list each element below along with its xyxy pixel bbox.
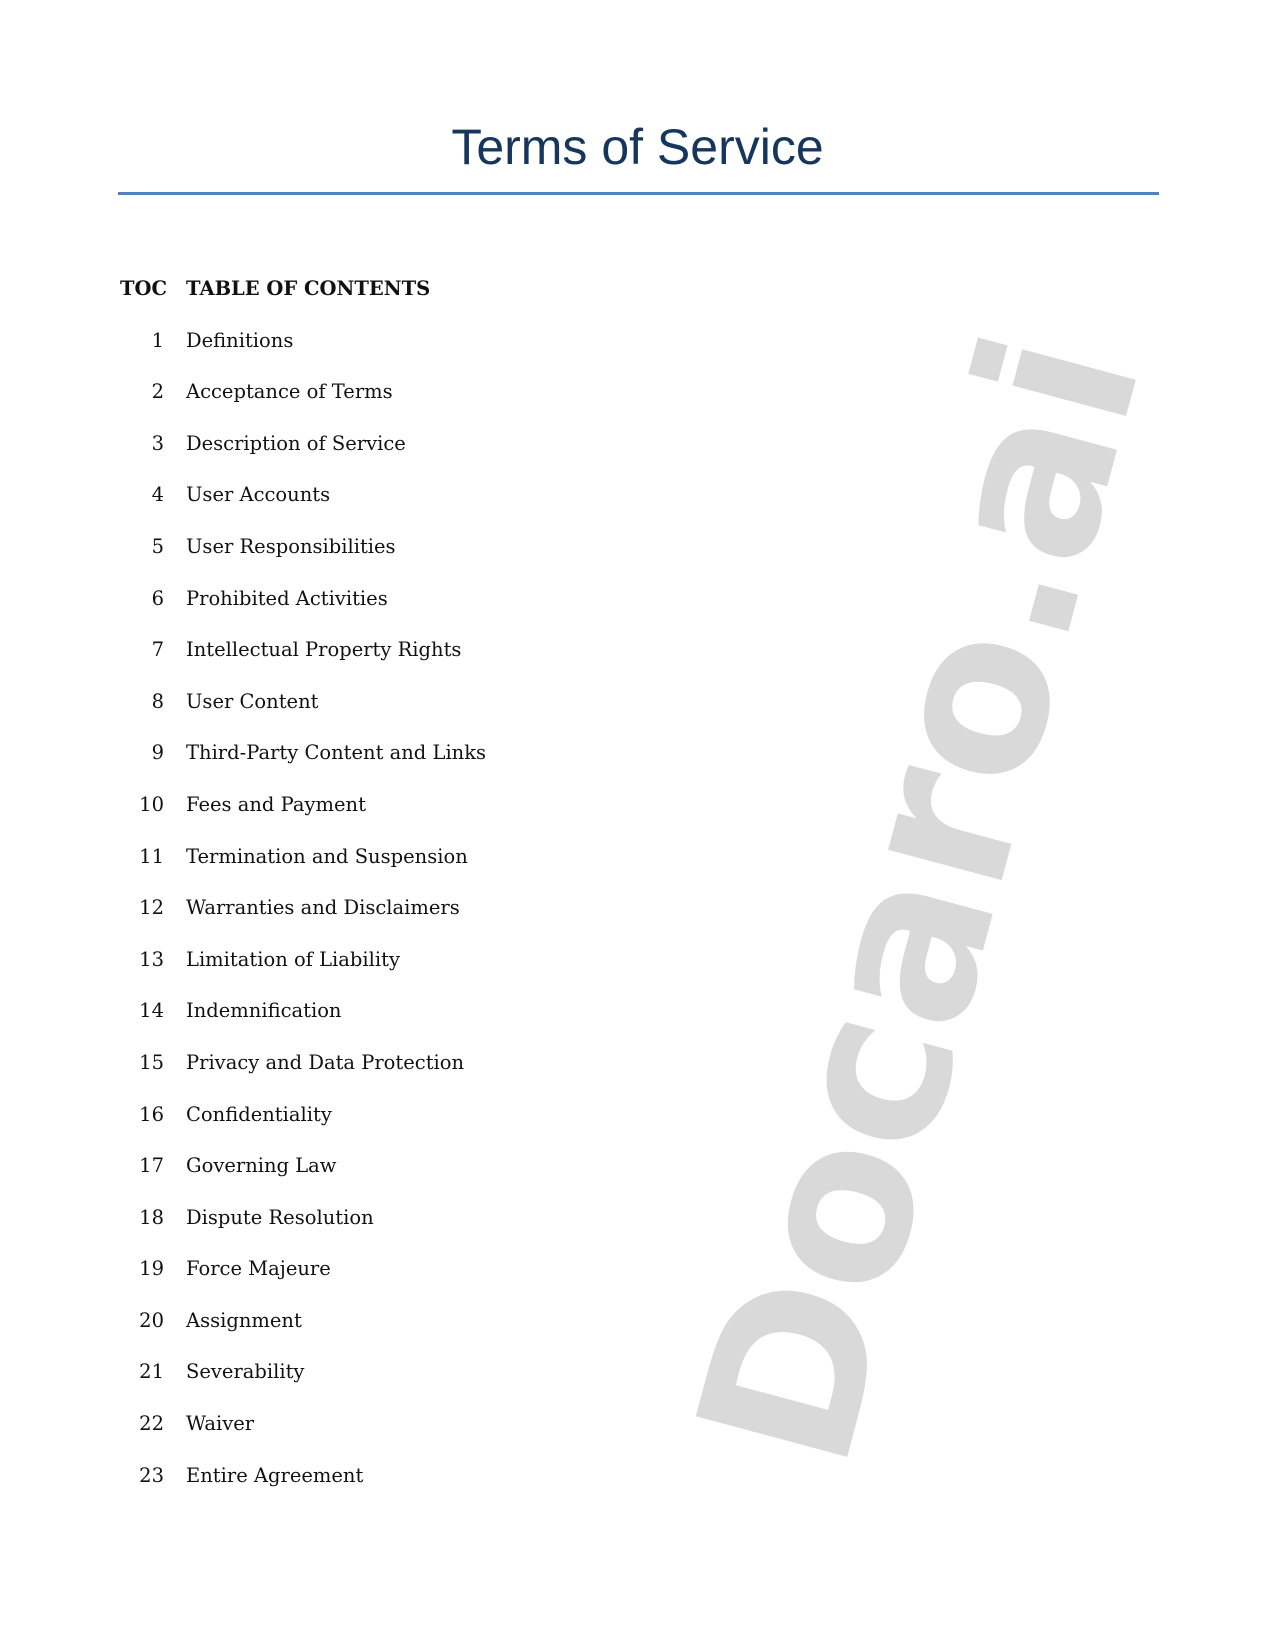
- toc-item-label[interactable]: Warranties and Disclaimers: [186, 896, 460, 920]
- toc-item-label[interactable]: Limitation of Liability: [186, 947, 400, 971]
- toc-item-label[interactable]: Prohibited Activities: [186, 586, 388, 610]
- toc-item[interactable]: [120, 432, 486, 484]
- toc-item-label[interactable]: Confidentiality: [186, 1102, 332, 1126]
- toc-item[interactable]: [120, 793, 486, 845]
- table-of-contents: [120, 277, 486, 1515]
- toc-item[interactable]: [120, 690, 486, 742]
- toc-label: TOC: [120, 277, 168, 300]
- toc-item[interactable]: [120, 1412, 486, 1464]
- toc-item-number: 15: [139, 1050, 164, 1074]
- toc-item-label[interactable]: User Content: [186, 689, 319, 713]
- toc-item[interactable]: [120, 1206, 486, 1258]
- toc-item[interactable]: [120, 1309, 486, 1361]
- toc-item-number: 7: [151, 638, 164, 662]
- toc-item-number: 19: [139, 1257, 164, 1281]
- toc-item[interactable]: [120, 1464, 486, 1516]
- toc-heading-row: [120, 277, 486, 329]
- toc-item-label[interactable]: Acceptance of Terms: [186, 380, 393, 404]
- toc-item-number: 18: [139, 1205, 164, 1229]
- toc-item-label[interactable]: Entire Agreement: [186, 1463, 364, 1487]
- toc-item-label[interactable]: Governing Law: [186, 1154, 337, 1178]
- toc-item-number: 9: [151, 741, 164, 765]
- toc-item[interactable]: [120, 638, 486, 690]
- toc-item-number: 22: [139, 1412, 164, 1436]
- toc-item-number: 20: [139, 1308, 164, 1332]
- toc-item[interactable]: [120, 896, 486, 948]
- toc-item-number: 1: [151, 328, 164, 352]
- toc-item[interactable]: [120, 380, 486, 432]
- toc-item[interactable]: [120, 1257, 486, 1309]
- toc-item-label[interactable]: Severability: [186, 1360, 305, 1384]
- toc-item-number: 10: [139, 792, 164, 816]
- toc-item-label[interactable]: Termination and Suspension: [186, 844, 468, 868]
- toc-heading: TABLE OF CONTENTS: [186, 277, 431, 300]
- toc-item-number: 11: [139, 844, 164, 868]
- toc-item[interactable]: [120, 1051, 486, 1103]
- toc-item[interactable]: [120, 587, 486, 639]
- toc-item-number: 14: [139, 999, 164, 1023]
- toc-item-label[interactable]: Description of Service: [186, 431, 406, 455]
- toc-item-number: 23: [139, 1463, 164, 1487]
- toc-item-label[interactable]: Definitions: [186, 328, 294, 352]
- watermark: Docaro.ai: [648, 310, 1190, 1490]
- toc-item-number: 6: [151, 586, 164, 610]
- toc-item-label[interactable]: Privacy and Data Protection: [186, 1050, 465, 1074]
- toc-item-number: 2: [151, 380, 164, 404]
- document-title: Terms of Service: [451, 119, 824, 175]
- toc-item-label[interactable]: User Accounts: [186, 483, 331, 507]
- toc-item-label[interactable]: Force Majeure: [186, 1257, 331, 1281]
- toc-item-number: 17: [139, 1154, 164, 1178]
- toc-item-number: 5: [151, 534, 164, 558]
- title-divider: [118, 192, 1159, 195]
- toc-item-label[interactable]: Fees and Payment: [186, 792, 366, 816]
- toc-item[interactable]: [120, 741, 486, 793]
- toc-item[interactable]: [120, 329, 486, 381]
- toc-item[interactable]: [120, 1103, 486, 1155]
- toc-item[interactable]: [120, 999, 486, 1051]
- toc-item-label[interactable]: Intellectual Property Rights: [186, 638, 462, 662]
- toc-item-label[interactable]: Indemnification: [186, 999, 342, 1023]
- toc-item-number: 4: [151, 483, 164, 507]
- toc-item-number: 8: [151, 689, 164, 713]
- toc-item-number: 21: [139, 1360, 164, 1384]
- toc-item[interactable]: [120, 948, 486, 1000]
- toc-item-number: 13: [139, 947, 164, 971]
- toc-item-number: 3: [151, 431, 164, 455]
- toc-item-label[interactable]: Dispute Resolution: [186, 1205, 374, 1229]
- toc-item-label[interactable]: User Responsibilities: [186, 534, 396, 558]
- toc-item[interactable]: [120, 535, 486, 587]
- toc-item-label[interactable]: Waiver: [186, 1412, 255, 1436]
- toc-item-number: 16: [139, 1102, 164, 1126]
- toc-item-label[interactable]: Third-Party Content and Links: [186, 741, 487, 765]
- toc-item-label[interactable]: Assignment: [186, 1308, 302, 1332]
- toc-item[interactable]: [120, 1360, 486, 1412]
- toc-item[interactable]: [120, 845, 486, 897]
- toc-item[interactable]: [120, 483, 486, 535]
- toc-item-number: 12: [139, 896, 164, 920]
- toc-item[interactable]: [120, 1154, 486, 1206]
